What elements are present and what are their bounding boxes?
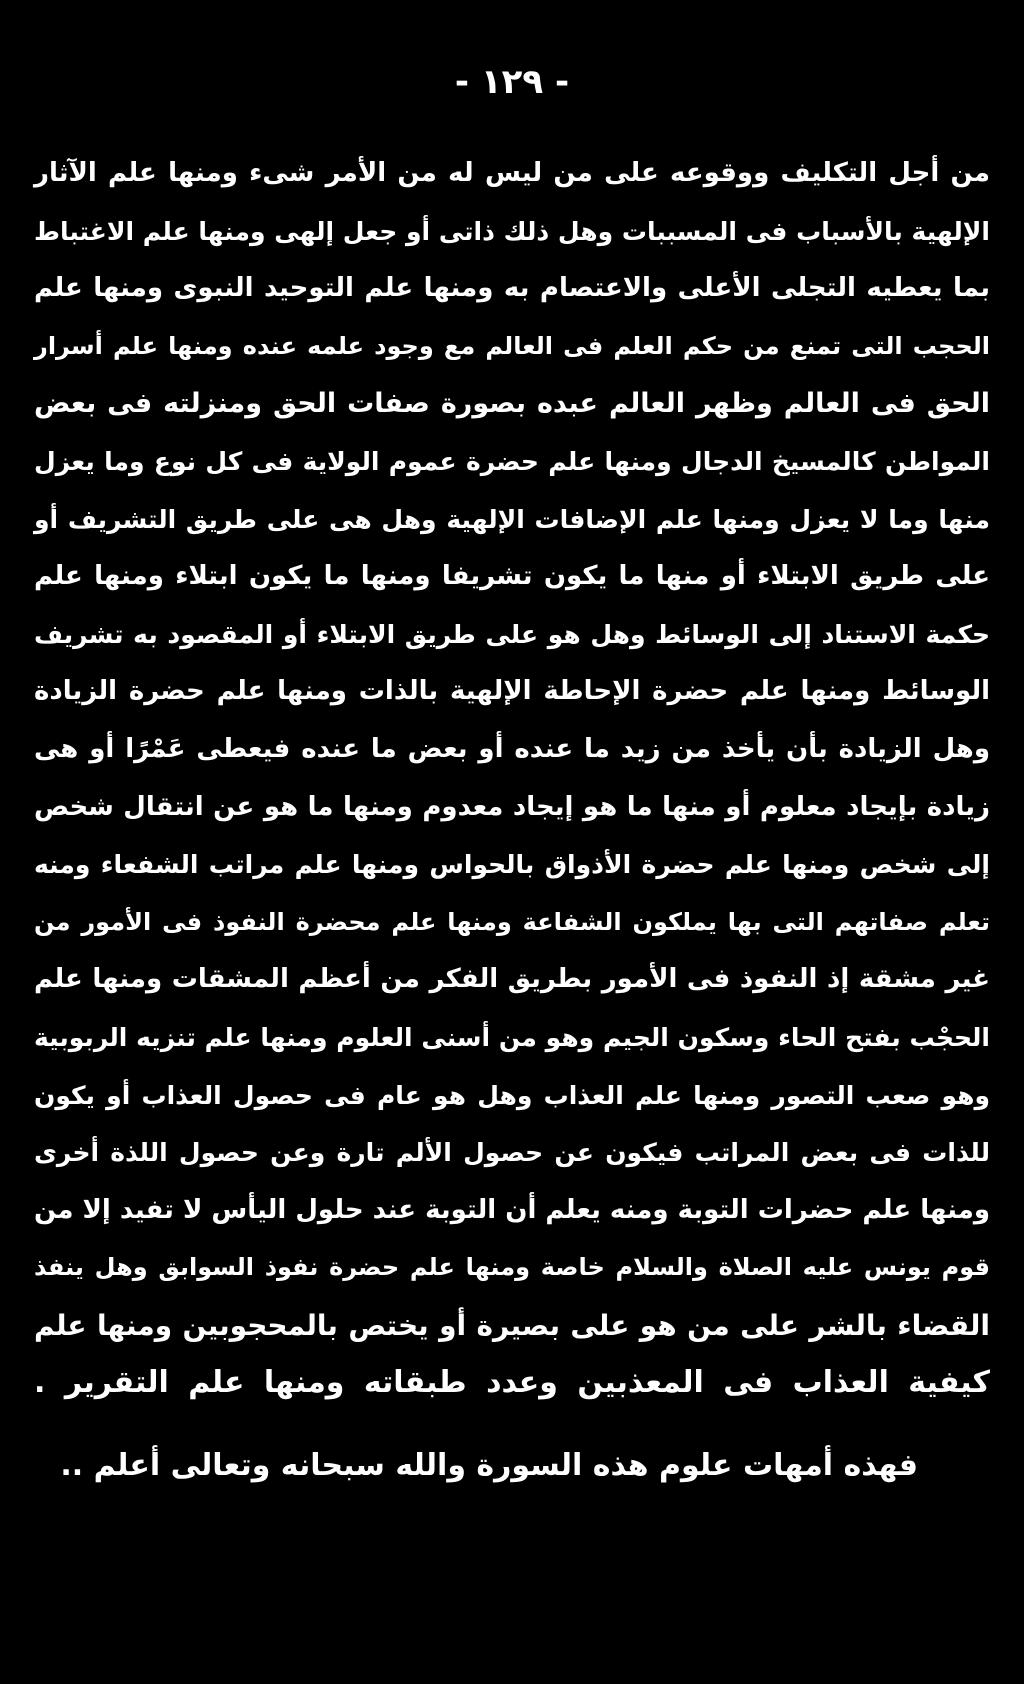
text-line: الحجْب بفتح الحاء وسكون الجيم وهو من أسنى العلوم ومنها علم تنزيه الربوبية bbox=[34, 1022, 990, 1052]
closing-line: فهذه أمهات علوم هذه السورة والله سبحانه وتعالى أعلم .. bbox=[60, 1448, 918, 1483]
text-line: الحجب التى تمنع من حكم العلم فى العالم مع وجود علمه عنده ومنها علم أسرار bbox=[34, 331, 990, 360]
text-line: وهو صعب التصور ومنها علم العذاب وهل هو عام فى حصول العذاب أو يكون bbox=[34, 1080, 990, 1110]
body-text bbox=[34, 145, 990, 1412]
text-line: كيفية العذاب فى المعذبين وعدد طبقاته ومنها علم التقرير . bbox=[34, 1365, 990, 1401]
text-line: حكمة الاستناد إلى الوسائط وهل هو على طريق الابتلاء أو المقصود به تشريف bbox=[34, 619, 990, 649]
page-number: - ١٢٩ - bbox=[454, 62, 570, 102]
text-line: الوسائط ومنها علم حضرة الإحاطة الإلهية بالذات ومنها علم حضرة الزيادة bbox=[34, 676, 990, 707]
text-line: إلى شخص ومنها علم حضرة الأذواق بالحواس ومنها علم مراتب الشفعاء ومنه bbox=[34, 850, 990, 880]
text-line: زيادة بإيجاد معلوم أو منها ما هو إيجاد معدوم ومنها ما هو عن انتقال شخص bbox=[34, 791, 990, 822]
text-line: غير مشقة إذ النفوذ فى الأمور بطريق الفكر من أعظم المشقات ومنها علم bbox=[34, 964, 990, 995]
text-line: ومنها علم حضرات التوبة ومنه يعلم أن التوبة عند حلول اليأس لا تفيد إلا من bbox=[33, 1194, 990, 1225]
text-line: من أجل التكليف ووقوعه على من ليس له من الأمر شىء ومنها علم الآثار bbox=[34, 158, 990, 188]
text-line: الإلهية بالأسباب فى المسببات وهل ذلك ذاتى أو جعل إلهى ومنها علم الاغتباط bbox=[34, 216, 990, 246]
text-line: وهل الزيادة بأن يأخذ من زيد ما عنده أو بعض ما عنده فيعطى عَمْرًا أو هى bbox=[34, 733, 990, 764]
text-line: القضاء بالشر على من هو على بصيرة أو يختص بالمحجوبين ومنها علم bbox=[34, 1308, 990, 1342]
text-line: تعلم صفاتهم التى بها يملكون الشفاعة ومنها علم محضرة النفوذ فى الأمور من bbox=[34, 907, 990, 936]
text-line: قوم يونس عليه الصلاة والسلام خاصة ومنها علم حضرة نفوذ السوابق وهل ينفذ bbox=[34, 1253, 990, 1282]
text-line: الحق فى العالم وظهر العالم عبده بصورة صفات الحق ومنزلته فى بعض bbox=[34, 388, 990, 420]
text-line: منها وما لا يعزل ومنها علم الإضافات الإلهية وهل هى على طريق التشريف أو bbox=[34, 504, 990, 534]
text-line: للذات فى بعض المراتب فيكون عن حصول الألم تارة وعن حصول اللذة أخرى bbox=[34, 1138, 990, 1168]
text-line: بما يعطيه التجلى الأعلى والاعتصام به ومنها علم التوحيد النبوى ومنها علم bbox=[34, 273, 990, 304]
text-line: المواطن كالمسيخ الدجال ومنها علم حضرة عموم الولاية فى كل نوع وما يعزل bbox=[34, 446, 990, 476]
text-line: على طريق الابتلاء أو منها ما يكون تشريفا ومنها ما يكون ابتلاء ومنها علم bbox=[34, 561, 990, 592]
